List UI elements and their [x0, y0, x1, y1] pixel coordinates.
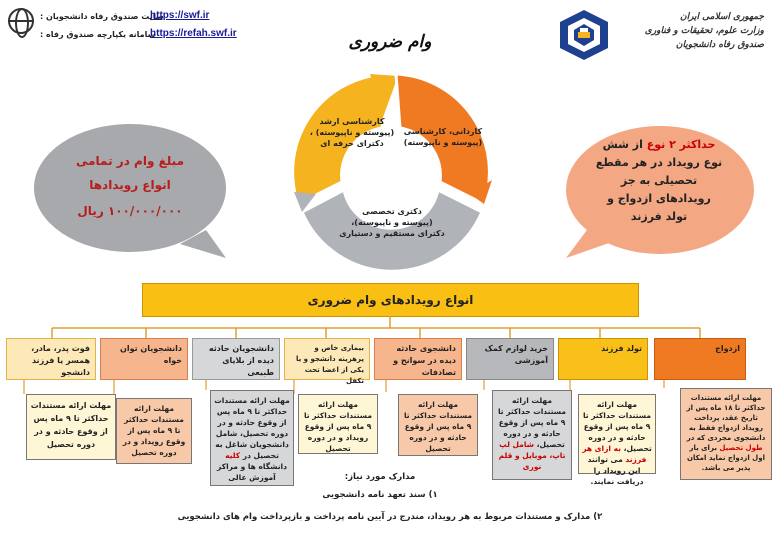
- required-documents: [160, 468, 600, 504]
- connector-lines: [0, 316, 780, 340]
- ministry-line-2: وزارت علوم، تحقیقات و فناوری: [644, 26, 764, 36]
- desc-connectors: [0, 380, 780, 400]
- limit-callout: [560, 118, 756, 262]
- limit-line-3: تحصیلی به جز: [620, 174, 698, 187]
- ministry-line-1: جمهوری اسلامی ایران: [679, 12, 764, 22]
- globe-icon: [8, 8, 34, 34]
- degree-cycle-diagram: [270, 54, 510, 270]
- amount-line-1: مبلغ وام در تمامی: [75, 154, 185, 168]
- docs-item-1: ۱) سند تعهد نامه دانشجویی: [322, 490, 438, 500]
- docs-heading: مدارک مورد نیاز:: [344, 472, 416, 482]
- limit-line-5: تولد فرزند: [630, 210, 688, 223]
- page-title: وام ضروری: [348, 32, 432, 52]
- desc-marriage: مهلت ارائه مستندات حداکثر تا ۱۸ ماه پس از تاریخ عقد، پرداخت رویداد ازدواج فقط به دانشجوی مجردی که در طول تحصیل برای بار اول ازدواج نماید امکان پذیر می باشد.: [680, 388, 772, 480]
- desc-death: مهلت ارائه مستندات حداکثر تا ۹ ماه پس از وقوع حادثه و در دوره تحصیل: [26, 394, 116, 460]
- desc-disaster: مهلت ارائه مستندات حداکثر تا ۹ ماه پس از وقوع حادثه و در دوره تحصیل، شامل دانشجویان شاغل به تحصیل در کلیه دانشگاه ها و مراکز آموزش عالی: [210, 390, 294, 486]
- portal-label: : سامانه یکپارچه صندوق رفاه: [40, 30, 156, 39]
- header-links: [4, 4, 254, 48]
- limit-line-2: نوع رویداد در هر مقطع: [595, 156, 723, 169]
- category-marriage: ازدواج: [654, 338, 746, 380]
- desc-accident: مهلت ارائه مستندات حداکثر تا ۹ ماه پس از وقوع حادثه و در دوره تحصیل: [398, 394, 478, 456]
- site-link[interactable]: https://swf.ir: [150, 10, 210, 21]
- category-educational-tools: خرید لوازم کمک آموزشی: [466, 338, 554, 380]
- limit-line-4: رویدادهای ازدواج و: [607, 192, 711, 205]
- desc-disabled: مهلت ارائه مستندات حداکثر تا ۹ ماه پس از وقوع رویداد و در دوره تحصیل: [116, 398, 192, 464]
- segment-masters-text: کارشناسی ارشد (پیوسته و ناپیوسته) ، دکترای حرفه ای: [309, 117, 395, 148]
- events-banner: انواع رویدادهای وام ضروری: [142, 283, 639, 317]
- segment-bachelor-text: کاردانی، کارشناسی (پیوسته و ناپیوسته): [403, 127, 483, 147]
- amount-value: ۱۰۰/۰۰۰/۰۰۰ ریال: [77, 204, 183, 218]
- amount-callout: [30, 118, 235, 264]
- amount-line-2: انواع رویدادها: [89, 178, 171, 192]
- desc-educational-tools: مهلت ارائه مستندات حداکثر تا ۹ ماه پس از وقوع حادثه و در دوره تحصیل، شامل لپ تاپ، موبایل و قلم نوری: [492, 390, 572, 480]
- category-childbirth: تولد فرزند: [558, 338, 648, 380]
- category-accident: دانشجوی حادثه دیده در سوانح و تصادفات: [374, 338, 462, 380]
- desc-illness: مهلت ارائه مستندات حداکثر تا ۹ ماه پس از وقوع رویداد و در دوره تحصیل: [298, 394, 378, 454]
- docs-item-2: ۲) مدارک و مستندات مربوط به هر رویداد، مندرج در آیین نامه پرداخت و بازپرداخت وام های دانشجویی: [177, 512, 603, 522]
- swf-logo: [556, 8, 612, 62]
- category-disabled: دانشجویان توان خواه: [100, 338, 188, 380]
- segment-phd-text: دکتری تخصصی (پیوسته و ناپیوسته)، دکترای مستقیم و دستیاری: [339, 207, 445, 238]
- category-illness: بیماری خاص و پرهزینه دانشجو و یا یکی از اعضا تحت تکفل: [284, 338, 370, 380]
- category-disaster: دانشجویان حادثه دیده از بلایای طبیعی: [192, 338, 280, 380]
- site-label: : سایت صندوق رفاه دانشجویان: [40, 12, 164, 21]
- ministry-text: [614, 10, 764, 52]
- category-death: فوت پدر، مادر، همسر یا فرزند دانشجو: [6, 338, 96, 380]
- limit-line-1: حداکثر ۲ نوع از شش: [602, 138, 716, 151]
- portal-link[interactable]: https://refah.swf.ir: [150, 28, 237, 39]
- desc-childbirth: مهلت ارائه مستندات حداکثر تا ۹ ماه پس از وقوع حادثه و در دوره تحصیل، به ازای هر فرزند می توانند این رویداد را دریافت نمایند.: [578, 394, 656, 474]
- ministry-line-3: صندوق رفاه دانشجویان: [675, 40, 764, 50]
